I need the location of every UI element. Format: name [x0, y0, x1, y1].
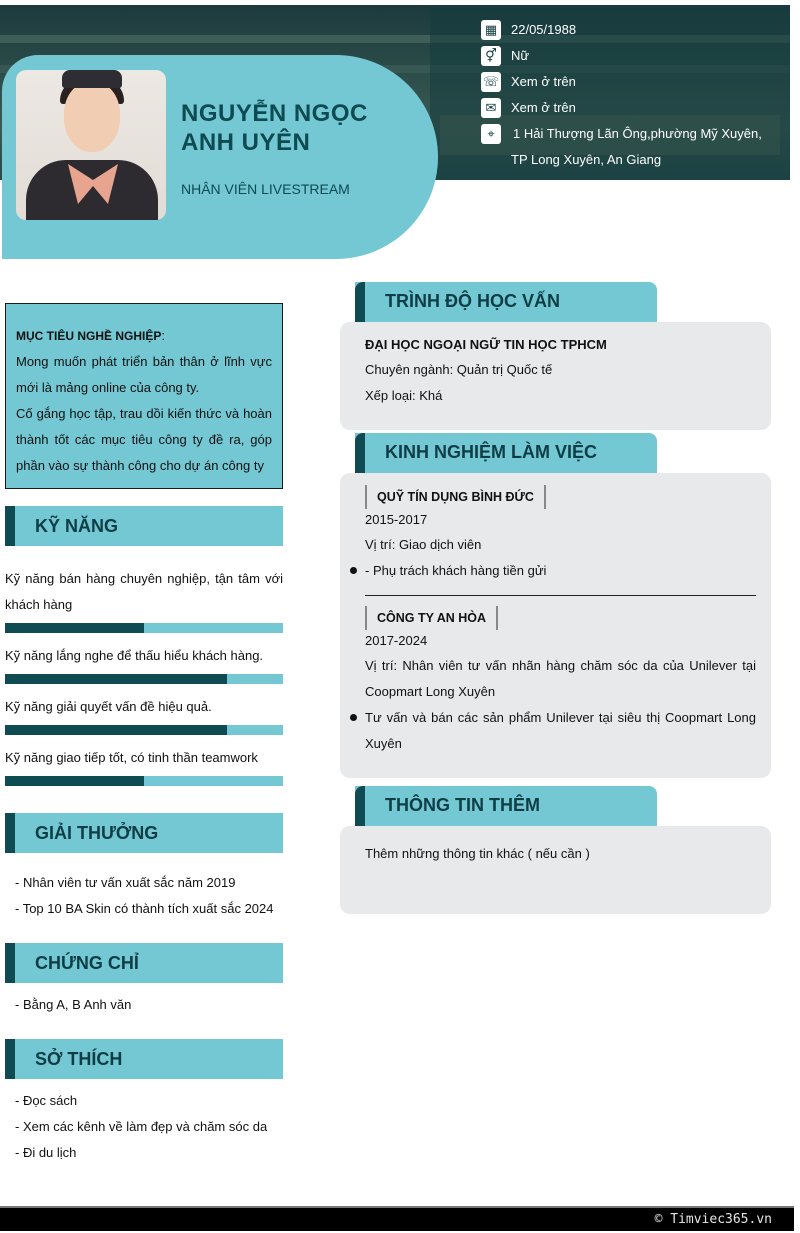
job-divider [365, 595, 756, 596]
footer-brand-link[interactable]: © Timviec365.vn [654, 1212, 772, 1227]
school-name: ĐẠI HỌC NGOẠI NGỮ TIN HỌC TPHCM [365, 337, 607, 352]
skill-bar [5, 725, 283, 735]
profile-photo [16, 70, 166, 220]
job-position: Vị trí: Giao dịch viên [365, 537, 482, 552]
awards-section-header [5, 813, 283, 853]
career-objective: MỤC TIÊU NGHỀ NGHIỆP: Mong muốn phát triển bản thân ở lĩnh vực mới là mảng online của công ty. Cố gắng học tập, trau dồi kiến thức và hoàn thành tốt các mục tiêu công ty đề ra, góp phần vào sự thành công cho dự án công ty [5, 303, 283, 489]
hobbies-title: SỞ THÍCH [35, 1049, 123, 1069]
job-title: NHÂN VIÊN LIVESTREAM [181, 181, 350, 197]
skill-bar-fill [5, 674, 227, 684]
contact-address-line2: TP Long Xuyên, An Giang [511, 152, 662, 167]
location-pin-icon: ⌖ [481, 124, 501, 144]
list-item: - Bằng A, B Anh văn [15, 997, 132, 1012]
certificates-title: CHỨNG CHỈ [35, 953, 139, 973]
education-title: TRÌNH ĐỘ HỌC VẤN [385, 291, 560, 311]
more-info-section-header [355, 786, 657, 826]
education-section-header [355, 282, 657, 322]
list-item: - Đọc sách [15, 1093, 78, 1108]
skill-label: Kỹ năng giải quyết vấn đề hiệu quả. [5, 699, 212, 714]
skill-label: Kỹ năng giao tiếp tốt, có tinh thần teamwork [5, 750, 258, 765]
hobbies-section-header [5, 1039, 283, 1079]
candidate-name: NGUYỄN NGỌC ANH UYÊN [181, 100, 368, 156]
more-info-box [340, 826, 771, 914]
phone-icon: ☏ [481, 72, 501, 92]
job-period: 2017-2024 [365, 633, 428, 648]
skill-bar-fill [5, 776, 144, 786]
skill-bar [5, 776, 283, 786]
major: Chuyên ngành: Quản trị Quốc tế [365, 362, 553, 377]
gender-icon: ⚥ [481, 46, 501, 66]
skill-label: Kỹ năng bán hàng chuyên nghiệp, tận tâm với khách hàng [5, 571, 283, 612]
experience-title: KINH NGHIỆM LÀM VIỆC [385, 442, 598, 462]
footer-bar [0, 1206, 794, 1231]
rank: Xếp loại: Khá [365, 388, 443, 403]
skill-label: Kỹ năng lắng nghe để thấu hiểu khách hàng. [5, 648, 264, 663]
company-name: CÔNG TY AN HÒA [365, 606, 498, 630]
company-name: QUỸ TÍN DỤNG BÌNH ĐỨC [365, 485, 546, 509]
objective-heading: MỤC TIÊU NGHỀ NGHIỆP [16, 329, 162, 343]
cake-icon: ▦ [481, 20, 501, 40]
job-period: 2015-2017 [365, 512, 428, 527]
more-info-text: Thêm những thông tin khác ( nếu cần ) [365, 846, 590, 861]
list-item: - Xem các kênh về làm đẹp và chăm sóc da [15, 1119, 268, 1134]
awards-title: GIẢI THƯỞNG [35, 823, 159, 843]
objective-line-1: Mong muốn phát triển bản thân ở lĩnh vực mới là mảng online của công ty. [16, 354, 272, 395]
list-item: - Nhân viên tư vấn xuất sắc năm 2019 [15, 875, 236, 890]
objective-line-2: Cố gắng học tập, trau dồi kiến thức và hoàn thành tốt các mục tiêu công ty đề ra, góp phần vào sự thành công cho dự án công ty [16, 406, 272, 473]
job-duty: - Phụ trách khách hàng tiền gửi [365, 563, 547, 578]
contact-phone: ☏ Xem ở trên [481, 72, 576, 95]
list-item: - Top 10 BA Skin có thành tích xuất sắc 2024 [15, 901, 274, 916]
bullet-icon [350, 714, 357, 721]
bullet-icon [350, 567, 357, 574]
skill-bar [5, 623, 283, 633]
skills-section-header [5, 506, 283, 546]
contact-address: ⌖ 1 Hải Thượng Lãn Ông,phường Mỹ Xuyên, [481, 124, 762, 147]
list-item: - Đi du lịch [15, 1145, 77, 1160]
job-duty: Tư vấn và bán các sản phẩm Unilever tại siêu thị Coopmart Long Xuyên [365, 710, 756, 751]
experience-section-header [355, 433, 657, 473]
contact-birthday: ▦ 22/05/1988 [481, 20, 576, 43]
certificates-section-header [5, 943, 283, 983]
skill-bar-fill [5, 725, 227, 735]
contact-email: ✉ Xem ở trên [481, 98, 576, 121]
skills-title: KỸ NĂNG [35, 516, 119, 536]
contact-gender: ⚥ Nữ [481, 46, 529, 69]
skill-bar-fill [5, 623, 144, 633]
more-info-title: THÔNG TIN THÊM [385, 795, 540, 815]
job-position: Vị trí: Nhân viên tư vấn nhãn hàng chăm sóc da của Unilever tại Coopmart Long Xuyên [365, 658, 756, 699]
mail-icon: ✉ [481, 98, 501, 118]
skill-bar [5, 674, 283, 684]
